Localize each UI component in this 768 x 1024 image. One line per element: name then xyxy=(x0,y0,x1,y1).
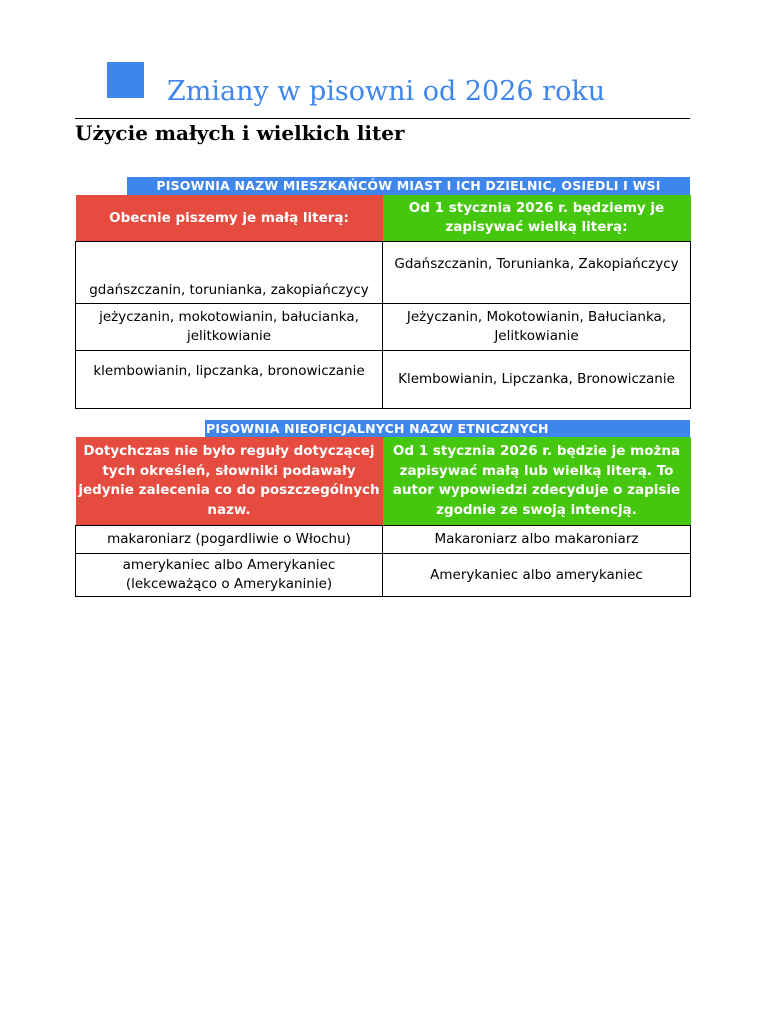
logo-square xyxy=(107,62,144,98)
table-row xyxy=(76,554,691,597)
table-cell: klembowianin, lipczanka, bronowiczanie xyxy=(76,351,383,409)
table-cell: Gdańszczanin, Torunianka, Zakopiańczycy xyxy=(383,242,691,304)
title-divider xyxy=(75,118,690,119)
column-header-previous: Dotychczas nie było reguły dotyczącej tych określeń, słowniki podawały jedynie zalecenia co do poszczególnych nazw. xyxy=(76,437,383,526)
column-header-current: Obecnie piszemy je małą literą: xyxy=(76,195,383,242)
table-cell: Klembowianin, Lipczanka, Bronowiczanie xyxy=(383,351,691,409)
page-title: Zmiany w pisowni od 2026 roku xyxy=(167,76,606,107)
table-cell: Makaroniarz albo makaroniarz xyxy=(383,526,691,554)
table-header-row xyxy=(76,195,691,242)
table-row xyxy=(76,242,691,304)
table-row xyxy=(76,304,691,351)
table-cell: jeżyczanin, mokotowianin, bałucianka, jelitkowianie xyxy=(76,304,383,351)
ethnic-names-table xyxy=(75,437,691,597)
column-header-2026: Od 1 stycznia 2026 r. będzie je można zapisywać małą lub wielką literą. To autor wypowiedzi zdecyduje o zapisie zgodnie ze swoją intencją. xyxy=(383,437,691,526)
table-cell: amerykaniec albo Amerykaniec (lekceważąco o Amerykaninie) xyxy=(76,554,383,597)
column-header-2026: Od 1 stycznia 2026 r. będziemy je zapisywać wielką literą: xyxy=(383,195,691,242)
table-cell: gdańszczanin, torunianka, zakopiańczycy xyxy=(76,242,383,304)
table-header-row xyxy=(76,437,691,526)
table-cell: makaroniarz (pogardliwie o Włochu) xyxy=(76,526,383,554)
table1-banner: PISOWNIA NAZW MIESZKAŃCÓW MIAST I ICH DZIELNIC, OSIEDLI I WSI xyxy=(127,177,690,195)
table2-banner: PISOWNIA NIEOFICJALNYCH NAZW ETNICZNYCH xyxy=(205,420,690,437)
residents-names-table xyxy=(75,195,691,409)
table-cell: Amerykaniec albo amerykaniec xyxy=(383,554,691,597)
section-heading: Użycie małych i wielkich liter xyxy=(75,121,405,145)
table-row xyxy=(76,526,691,554)
table-row xyxy=(76,351,691,409)
table-cell: Jeżyczanin, Mokotowianin, Bałucianka, Jelitkowianie xyxy=(383,304,691,351)
